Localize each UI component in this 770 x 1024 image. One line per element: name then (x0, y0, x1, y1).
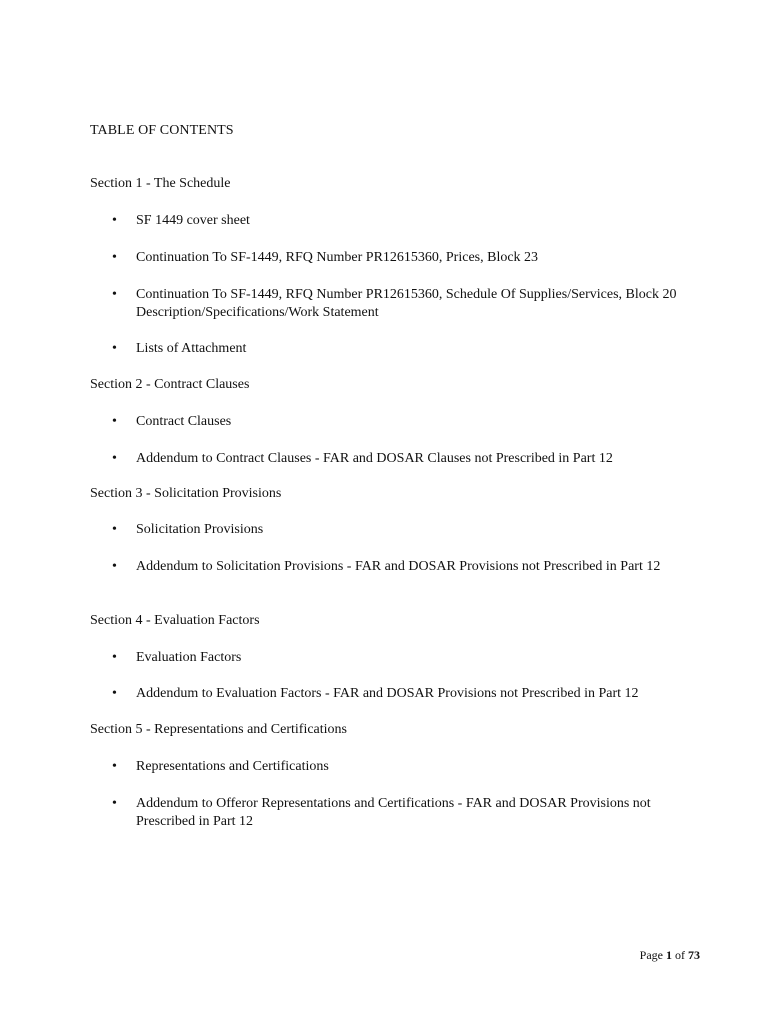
bullet-icon: • (112, 341, 117, 356)
bullet-text: Lists of Attachment (136, 341, 247, 356)
bullet-text: Continuation To SF-1449, RFQ Number PR12615360, Prices, Block 23 (136, 250, 539, 265)
bullet-icon: • (112, 250, 117, 265)
section-1-heading: Section 1 - The Schedule (90, 176, 231, 191)
bullet-text: Addendum to Evaluation Factors - FAR and DOSAR Provisions not Prescribed in Part 12 (136, 686, 639, 701)
bullet-text: SF 1449 cover sheet (136, 213, 250, 228)
bullet-text: Addendum to Contract Clauses - FAR and DOSAR Clauses not Prescribed in Part 12 (136, 451, 613, 466)
section-5-heading: Section 5 - Representations and Certifications (90, 722, 347, 737)
current-page-number: 1 (666, 948, 672, 962)
bullet-text: Addendum to Solicitation Provisions - FAR and DOSAR Provisions not Prescribed in Part 12 (136, 559, 661, 574)
bullet-text: Contract Clauses (136, 414, 232, 429)
bullet-icon: • (112, 559, 117, 574)
bullet-text: Continuation To SF-1449, RFQ Number PR12615360, Schedule Of Supplies/Services, Block 20 Description/Specifications/Work Statement (136, 287, 677, 320)
bullet-icon: • (112, 759, 117, 774)
bullet-icon: • (112, 451, 117, 466)
bullet-icon: • (112, 796, 117, 811)
of-label: of (675, 948, 685, 962)
bullet-icon: • (112, 650, 117, 665)
bullet-text: Solicitation Provisions (136, 522, 264, 537)
bullet-icon: • (112, 287, 117, 302)
bullet-icon: • (112, 686, 117, 701)
total-pages-number: 73 (688, 948, 700, 962)
section-3-heading: Section 3 - Solicitation Provisions (90, 486, 282, 501)
bullet-text: Addendum to Offeror Representations and Certifications - FAR and DOSAR Provisions not Prescribed in Part 12 (136, 796, 651, 829)
bullet-icon: • (112, 213, 117, 228)
page-label: Page (639, 948, 663, 962)
table-of-contents-title: TABLE OF CONTENTS (90, 123, 234, 138)
bullet-text: Representations and Certifications (136, 759, 329, 774)
page-number (600, 947, 700, 963)
bullet-icon: • (112, 414, 117, 429)
bullet-text: Evaluation Factors (136, 650, 242, 665)
bullet-icon: • (112, 522, 117, 537)
section-2-heading: Section 2 - Contract Clauses (90, 377, 250, 392)
section-4-heading: Section 4 - Evaluation Factors (90, 613, 260, 628)
